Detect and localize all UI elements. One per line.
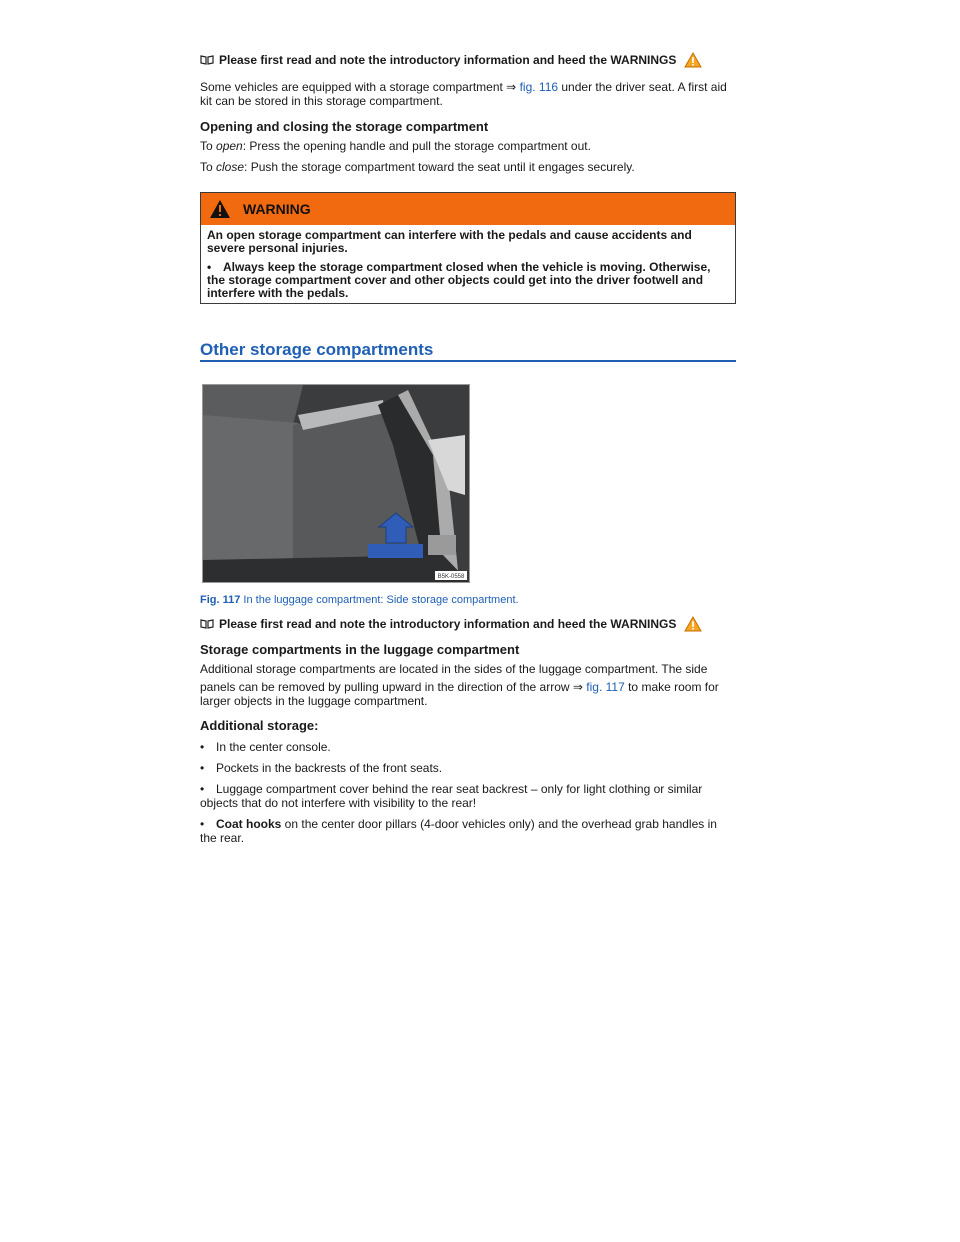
intro-paragraph: Some vehicles are equipped with a storage compartment ⇒ fig. 116 under the driver seat. A first aid kit can be stored in this storage compartment. bbox=[200, 80, 727, 108]
book-icon bbox=[200, 55, 214, 65]
warning-triangle-icon bbox=[209, 199, 231, 219]
warning-box bbox=[200, 192, 736, 304]
luggage-heading: Storage compartments in the luggage compartment bbox=[200, 642, 520, 657]
luggage-compartment-figure bbox=[202, 384, 470, 583]
warning-triangle-icon bbox=[684, 52, 702, 68]
book-icon bbox=[200, 619, 214, 629]
open-instruction: To open: Press the opening handle and pull the storage compartment out. bbox=[200, 139, 591, 153]
list-item: • Coat hooks on the center door pillars (4-door vehicles only) and the overhead grab handles in the rear. bbox=[200, 817, 717, 845]
warning-bullet: • Always keep the storage compartment closed when the vehicle is moving. Otherwise, the storage compartment cover and other objects could get into the driver footwell and interfere with the pedals. bbox=[207, 260, 711, 300]
figure-caption: Fig. 117 In the luggage compartment: Side storage compartment. bbox=[200, 594, 519, 606]
list-item: • Luggage compartment cover behind the rear seat backrest – only for light clothing or similar objects that do not interfere with visibility to the rear! bbox=[200, 782, 703, 810]
notice-text: Please first read and note the introductory information and heed the WARNINGS bbox=[219, 617, 677, 631]
fig-116-link[interactable]: fig. 116 bbox=[519, 80, 559, 94]
close-instruction: To close: Push the storage compartment toward the seat until it engages securely. bbox=[200, 160, 635, 174]
warning-body bbox=[201, 225, 735, 300]
additional-heading: Additional storage: bbox=[200, 718, 319, 733]
fig-117-link[interactable]: fig. 117 bbox=[586, 680, 625, 694]
list-item: • Pockets in the backrests of the front seats. bbox=[200, 761, 443, 775]
luggage-paragraph: panels can be removed by pulling upward in the direction of the arrow ⇒ fig. 117 to make room for larger objects in the luggage compartment. bbox=[200, 680, 719, 708]
luggage-line-1: Additional storage compartments are located in the sides of the luggage compartment. The side bbox=[200, 662, 708, 676]
additional-list bbox=[200, 740, 736, 852]
notice-read-warnings bbox=[200, 52, 702, 68]
warning-title: WARNING bbox=[243, 201, 311, 217]
section-title: Other storage compartments bbox=[200, 340, 434, 359]
warning-triangle-icon bbox=[684, 616, 702, 632]
notice-text: Please first read and note the introductory information and heed the WARNINGS bbox=[219, 53, 677, 67]
warning-header bbox=[201, 193, 735, 225]
section-heading bbox=[200, 340, 736, 362]
list-item: • In the center console. bbox=[200, 740, 331, 754]
open-close-heading: Opening and closing the storage compartment bbox=[200, 119, 489, 134]
figure-code: B5K-0558 bbox=[437, 574, 465, 580]
notice-read-warnings-2 bbox=[200, 616, 702, 632]
luggage-compartment-illustration bbox=[203, 385, 469, 582]
warning-line: An open storage compartment can interfere with the pedals and cause accidents and severe personal injuries. bbox=[207, 228, 692, 255]
